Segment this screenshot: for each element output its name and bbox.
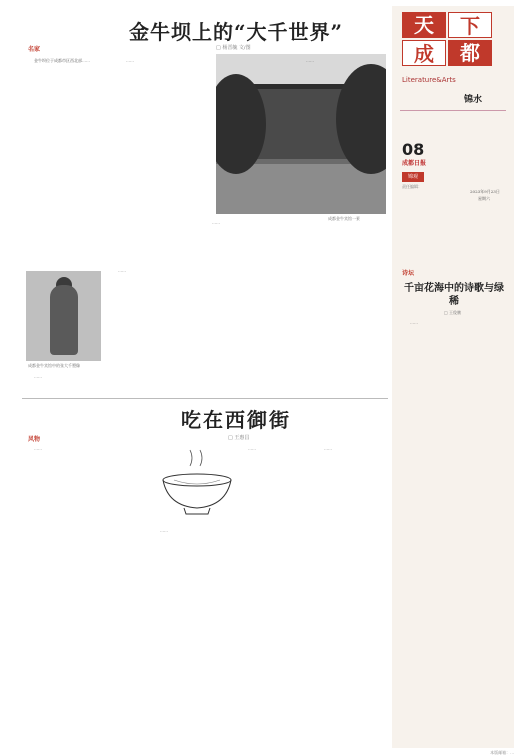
article1-text-col-5: …… <box>306 58 314 63</box>
logo-char-1: 天 <box>402 12 446 38</box>
article2-text-col-1: …… <box>34 446 42 451</box>
right-sidebar <box>392 6 514 748</box>
section-label-1: 名家 <box>28 46 41 53</box>
article1-photo-caption: 成都金牛宾馆一景 <box>328 216 360 221</box>
sidebar-divider <box>400 110 506 111</box>
article-divider <box>22 398 388 399</box>
article2-author: □ 王惠昌 <box>228 435 250 441</box>
article2-text-col-2: …… <box>160 528 168 533</box>
poem-text: …… <box>410 320 418 325</box>
article1-portrait-photo <box>26 271 101 361</box>
article1-text-col-2: …… <box>126 58 134 63</box>
article1-text-col-4: …… <box>212 220 220 225</box>
poem-section-tag: 诗坛 <box>402 270 415 277</box>
article2-text-col-4: …… <box>324 446 332 451</box>
article1-text-col-6: …… <box>34 374 42 379</box>
logo-char-2: 下 <box>448 12 492 38</box>
newspaper-page <box>6 6 514 755</box>
section-label-2: 风物 <box>28 436 41 443</box>
section-badge: 锦观 <box>402 172 424 182</box>
article1-portrait-caption: 成都金牛宾馆中的张大千塑像 <box>28 363 80 368</box>
issue-date: 2023年9月23日 <box>470 189 500 194</box>
page-number: 08 <box>402 140 425 159</box>
poem-title: 千亩花海中的诗歌与绿稀 <box>404 283 504 307</box>
logo-char-3: 成 <box>402 40 446 66</box>
statue-body <box>50 285 78 355</box>
editors-line: 责任编辑： <box>402 184 422 189</box>
bowl-illustration <box>154 436 240 522</box>
issue-weekday: 星期六 <box>478 196 490 201</box>
page-footer: 本版邮箱：... <box>490 750 514 755</box>
paper-name: 成都日报 <box>402 160 427 167</box>
section-english-title: Literature&Arts <box>402 76 456 84</box>
article2-text-col-3: …… <box>248 446 256 451</box>
section-brand: 锦水 <box>464 95 483 105</box>
masthead-logo <box>402 12 492 68</box>
article1-text-col-1: 金牛坝位于成都市区西北部…… <box>34 58 90 63</box>
logo-char-4: 都 <box>448 40 492 66</box>
poem-author: □ 王俊鹏 <box>444 310 462 315</box>
article1-author: □ 杨晋毓 文/图 <box>216 45 251 51</box>
article2-title: 吃在西御街 <box>181 408 291 432</box>
article1-title: 金牛坝上的“大千世界” <box>128 20 343 44</box>
article1-text-col-3: …… <box>118 268 126 273</box>
